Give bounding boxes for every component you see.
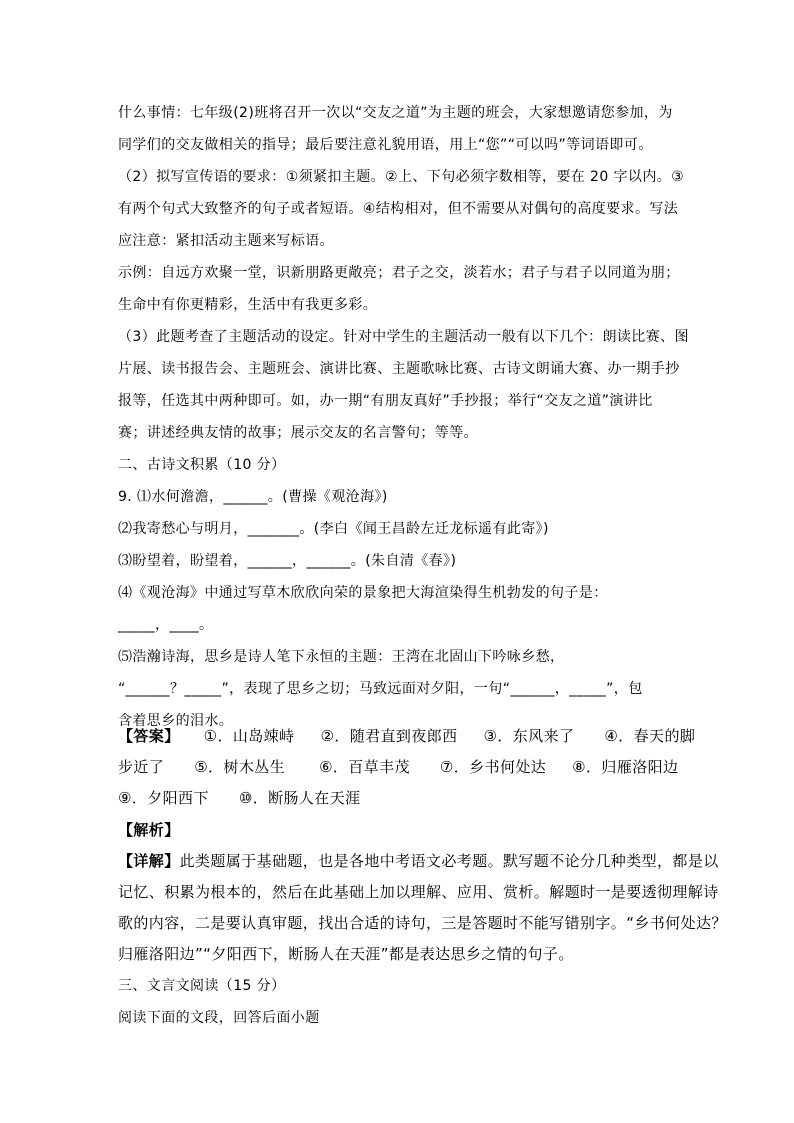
answer-label: 【答案】 [118, 727, 180, 745]
instruction-text: 阅读下面的文段，回答后面小题 [118, 1010, 320, 1026]
text-line: （2）拟写宣传语的要求：①须紧扣主题。②上、下句必须字数相等，要在 20 字以内。③ [118, 169, 685, 185]
analysis-line: 归雁洛阳边”“夕阳西下，断肠人在天涯”都是表达思乡之情的句子。 [118, 945, 574, 963]
analysis-block [118, 815, 727, 970]
section3-block [118, 970, 678, 1034]
answer-line-2 [118, 752, 678, 783]
question-5-line1: ⑸浩瀚诗海，思乡是诗人笔下永恒的主题：王湾在北固山下吟咏乡愁， [118, 649, 565, 665]
text-line: 片展、读书报告会、主题班会、演讲比赛、主题歌咏比赛、古诗文朗诵大赛、办一期手抄 [118, 361, 680, 377]
question-4-line1: ⑷《观沧海》中通过写草木欣欣向荣的景象把大海渲染得生机勃发的句子是： [118, 585, 608, 601]
text-line: 什么事情：七年级(2)班将召开一次以“交友之道”为主题的班会，大家想邀请您参加，为 [118, 105, 673, 121]
text-line: 有两个句式大致整齐的句子或者短语。④结构相对，但不需要从对偶句的高度要求。写法 [118, 201, 679, 217]
answer-item: ⑥．百草丰茂 [319, 758, 410, 776]
question-1: 9. ⑴水何澹澹，______。(曹操《观沧海》) [118, 489, 388, 505]
analysis-label: 【解析】 [118, 821, 180, 839]
question-5-line3: 含着思乡的泪水。 [118, 713, 234, 729]
question-2: ⑵我寄愁心与明月，_______。(李白《闻王昌龄左迁龙标遥有此寄》) [118, 521, 549, 537]
answer-line-3 [118, 783, 678, 814]
answer-block [118, 721, 696, 814]
text-line: 赛；讲述经典友情的故事；展示交友的名言警句；等等。 [118, 425, 478, 441]
section2-block [118, 449, 678, 737]
section-heading: 二、古诗文积累（10 分） [118, 457, 286, 473]
answer-item: ③．东风来了 [483, 727, 575, 745]
question-5-line2: “______？_____”，表现了思乡之切；马致远面对夕阳，一句“______，_____”，包 [118, 681, 643, 697]
answer-item: ⑩．断肠人在天涯 [238, 789, 361, 807]
answer-item: ⑦．乡书何处达 [439, 758, 547, 776]
analysis-text: 此类题属于基础题，也是各地中考语文必考题。默写题不论分几种类型，都是以 [179, 852, 719, 870]
question-3: ⑶盼望着，盼望着，______，______。(朱自清《春》) [118, 553, 457, 569]
analysis-line: 歌的内容，二是要认真审题，找出合适的诗句，三是答题时不能写错别字。“乡书何处达？ [118, 914, 727, 932]
analysis-line [118, 846, 719, 877]
text-line: 应注意：紧扣活动主题来写标语。 [118, 233, 334, 249]
section-heading: 三、文言文阅读（15 分） [118, 978, 286, 994]
text-line: 同学们的交友做相关的指导；最后要注意礼貌用语，用上“您”“可以吗”等词语即可。 [118, 137, 653, 153]
question-4-line2: _____，____。 [118, 617, 214, 633]
answer-item: ⑨．夕阳西下 [118, 789, 209, 807]
text-line: 示例：自远方欢聚一堂，识新朋路更敞亮；君子之交，淡若水；君子与君子以同道为朋； [118, 265, 680, 281]
answer-item: ⑤．树木丛生 [194, 758, 286, 776]
answer-item: ④．春天的脚 [604, 727, 696, 745]
text-line: （3）此题考查了主题活动的设定。针对中学生的主题活动一般有以下几个：朗读比赛、图 [118, 329, 689, 345]
section1-block [118, 97, 689, 449]
detail-label: 【详解】 [118, 852, 180, 870]
analysis-line: 记忆、积累为根本的，然后在此基础上加以理解、应用、赏析。解题时一是要透彻理解诗 [118, 883, 719, 901]
answer-item: 步近了 [118, 758, 165, 776]
answer-line-1 [118, 721, 696, 752]
text-line: 报等，任选其中两种即可。如，办一期“有朋友真好”手抄报；举行“交友之道”演讲比 [118, 393, 653, 409]
answer-item: ①．山岛竦峙 [203, 727, 295, 745]
answer-item: ②．随君直到夜郎西 [320, 727, 458, 745]
answer-item: ⑧．归雁洛阳边 [572, 758, 679, 776]
text-line: 生命中有你更精彩，生活中有我更多彩。 [118, 297, 378, 313]
